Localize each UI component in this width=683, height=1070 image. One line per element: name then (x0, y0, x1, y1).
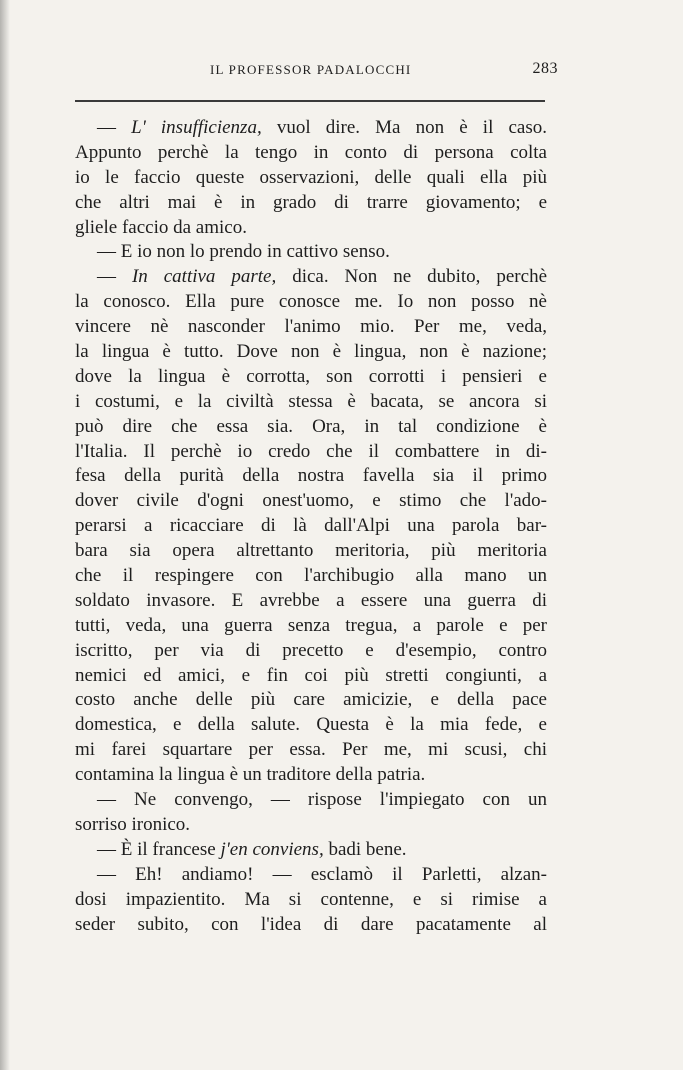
text-line (75, 141, 547, 166)
text-line (75, 813, 547, 838)
text-line (75, 191, 547, 216)
text-segment: i costumi, e la civiltà stessa è bacata, se ancora si (75, 390, 547, 412)
text-line (75, 539, 547, 564)
text-line (75, 166, 547, 191)
text-line (75, 664, 547, 689)
text-segment: fesa della purità della nostra favella sia il primo (75, 465, 547, 487)
italic-phrase: L' insufficienza, (131, 117, 262, 138)
text-segment: mi farei squartare per essa. Per me, mi scusi, chi (75, 739, 547, 761)
text-line (75, 589, 547, 614)
italic-phrase: In cattiva parte, (131, 266, 277, 288)
text-segment: soldato invasore. E avrebbe a essere una guerra di (75, 589, 547, 611)
text-line (75, 888, 547, 913)
text-line (75, 913, 547, 938)
page-edge-shadow (0, 0, 10, 1070)
running-title: IL PROFESSOR PADALOCCHI (210, 62, 412, 77)
text-line (75, 116, 547, 141)
text-segment: dica. Non ne dubito, perchè (276, 266, 547, 288)
text-line (75, 614, 547, 639)
text-line (75, 440, 547, 465)
text-segment: domestica, e della salute. Questa è la mia fede, e (75, 714, 547, 736)
text-segment: contamina la lingua è un traditore della patria. (75, 764, 426, 786)
text-line (75, 240, 547, 265)
text-segment: può dire che essa sia. Ora, in tal condizione è (75, 415, 547, 437)
running-header (75, 60, 558, 84)
text-segment: io le faccio queste osservazioni, delle quali ella più (75, 166, 547, 188)
text-segment: iscritto, per via di precetto e d'esempio, contro (75, 639, 547, 661)
text-segment: — Ne convengo, — rispose l'impiegato con un (97, 789, 547, 811)
text-segment: — È il francese (97, 838, 221, 860)
text-segment: tutti, veda, una guerra senza tregua, a parole e per (75, 614, 547, 636)
text-line (75, 290, 547, 315)
text-line (75, 340, 547, 365)
text-segment: gliele faccio da amico. (75, 216, 247, 238)
text-segment: badi bene. (323, 838, 407, 860)
text-segment: — Eh! andiamo! — esclamò il Parletti, alzan- (97, 863, 547, 885)
text-line (75, 514, 547, 539)
text-line (75, 489, 547, 514)
text-segment: l'Italia. Il perchè io credo che il combattere in di- (75, 440, 547, 462)
page-number: 283 (532, 60, 558, 77)
text-segment: la conosco. Ella pure conosce me. Io non posso nè (75, 291, 547, 313)
text-segment: dove la lingua è corrotta, son corrotti i pensieri e (75, 365, 547, 387)
text-segment: bara sia opera altrettanto meritoria, più meritoria (75, 540, 547, 562)
header-rule (75, 100, 545, 102)
text-segment: seder subito, con l'idea di dare pacatamente al (75, 913, 547, 935)
text-segment: vuol dire. Ma non è il caso. (261, 117, 547, 138)
text-segment: — E io non lo prendo in cattivo senso. (97, 241, 390, 263)
text-line (75, 390, 547, 415)
text-segment: sorriso ironico. (75, 813, 191, 835)
text-line (75, 838, 547, 863)
text-line (75, 315, 547, 340)
text-line (75, 639, 547, 664)
text-line (75, 365, 547, 390)
text-segment: la lingua è tutto. Dove non è lingua, non è nazione; (75, 341, 547, 363)
text-line (75, 464, 547, 489)
text-segment: dover civile d'ogni onest'uomo, e stimo che l'ado- (75, 490, 547, 512)
text-segment: perarsi a ricacciare di là dall'Alpi una parola bar- (75, 515, 547, 537)
body-text (75, 116, 547, 937)
text-line (75, 216, 547, 241)
text-line (75, 863, 547, 888)
text-segment: nemici ed amici, e fin coi più stretti congiunti, a (75, 664, 547, 686)
text-line (75, 265, 547, 290)
text-segment: dosi impazientito. Ma si contenne, e si rimise a (75, 888, 547, 910)
italic-phrase: j'en conviens, (220, 838, 324, 860)
text-line (75, 713, 547, 738)
text-segment: che il respingere con l'archibugio alla mano un (75, 565, 547, 587)
text-line (75, 763, 547, 788)
text-segment: — (97, 117, 132, 138)
text-line (75, 564, 547, 589)
text-segment: costo anche delle più care amicizie, e della pace (75, 689, 547, 711)
text-line (75, 415, 547, 440)
text-line (75, 738, 547, 763)
text-segment: che altri mai è in grado di trarre giovamento; e (75, 191, 547, 213)
text-line (75, 788, 547, 813)
text-segment: — (97, 266, 132, 288)
text-segment: Appunto perchè la tengo in conto di persona colta (75, 141, 547, 163)
text-line (75, 688, 547, 713)
text-segment: vincere nè nasconder l'animo mio. Per me, veda, (75, 316, 547, 338)
